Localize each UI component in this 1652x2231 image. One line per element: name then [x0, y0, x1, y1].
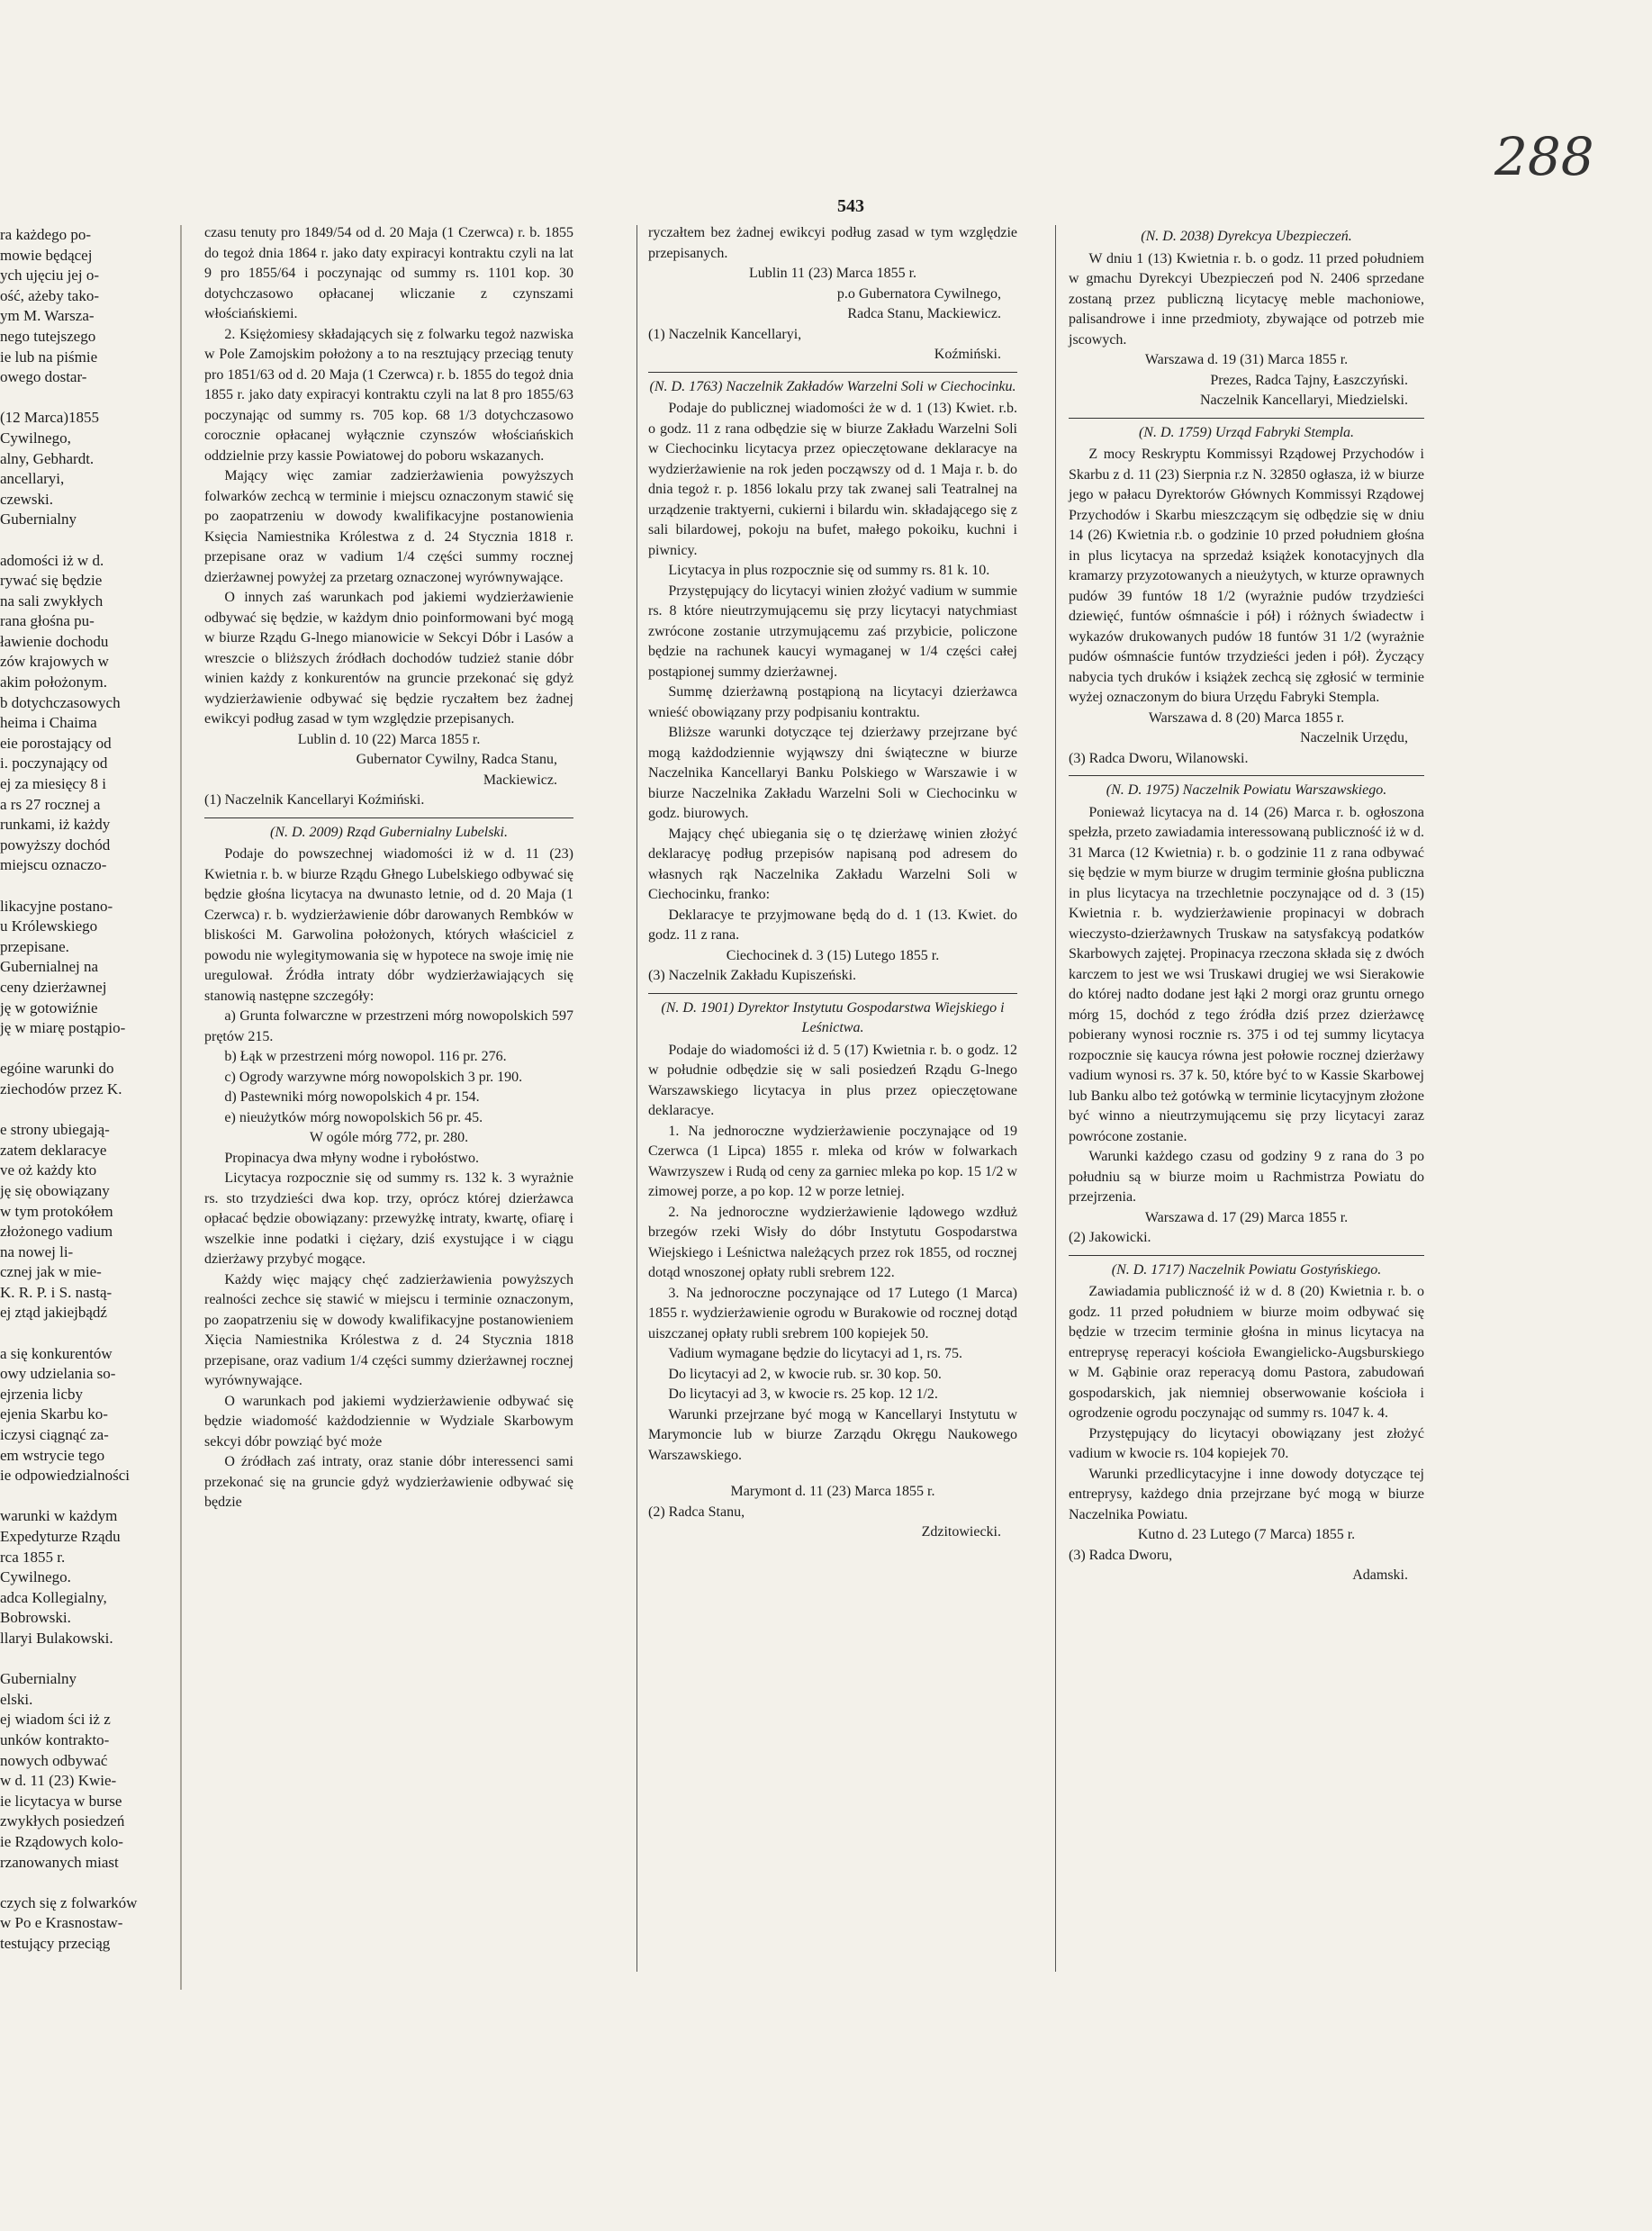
prev-page-line: unków kontrakto- — [0, 1730, 110, 1748]
paragraph: d) Pastewniki mórg nowopolskich 4 pr. 154. — [224, 1089, 480, 1105]
prev-page-line: iczysi ciągnąć za- — [0, 1426, 109, 1444]
prev-page-line: Gubernialnej na — [0, 958, 99, 976]
notice-divider — [1069, 418, 1424, 419]
prev-page-line: ra każdego po- — [0, 226, 92, 243]
prev-page-line: warunki w każdym — [0, 1507, 118, 1525]
notice-divider — [204, 817, 573, 818]
prev-page-line: heima i Chaima — [0, 714, 97, 732]
paragraph: Deklaracye te przyjmowane będą do d. 1 (13. Kwiet. do godz. 11 z rana. — [648, 907, 1017, 943]
prev-page-line: zów krajowych w — [0, 653, 109, 671]
signature: Adamski. — [1352, 1567, 1408, 1583]
prev-page-line: llaryi Bulakowski. — [0, 1629, 113, 1647]
notice-date: Warszawa d. 8 (20) Marca 1855 r. — [1148, 709, 1345, 726]
prev-page-line: Expedyturze Rządu — [0, 1528, 121, 1545]
paragraph: czasu tenuty pro 1849/54 od d. 20 Maja (1 Czerwca) r. b. 1855 do tegoż dnia 1864 r. jako daty expiracyi kontraktu czyli na lat 9 pro 1855/64 i poczynając od summy rs. 1101 kop. 30 dotychczasowo opłacanej wliczanie z czynszami włościańskiemi. — [204, 225, 573, 321]
paragraph: O warunkach pod jakiemi wydzierżawienie odbywać się będzie wiadomość każdodziennie w Wydziale Skarbowym sekcyi dóbr powziąć być może — [204, 1393, 573, 1450]
prev-page-line — [0, 1873, 180, 1893]
prev-page-line: nego tutejszego — [0, 327, 96, 345]
prev-page-line: Gubernialny — [0, 510, 77, 528]
signature: (2) Radca Stanu, — [648, 1504, 745, 1520]
paragraph: W ogóle mórg 772, pr. 280. — [309, 1130, 469, 1145]
signature: (2) Jakowicki. — [1069, 1230, 1151, 1245]
paragraph: 2. Księżomiesy składających się z folwarku tegoż nazwiska w Pole Zamojskim położony a to na resztujący przeciąg tenuty pro 1851/63 od d. 20 Maja (1 Czerwca) r. b. 1855 do tegoż dnia 1855 r. jako daty expiracyi kontraktu czyli na lat 8 pro 1855/63 poczynając od summy rs. 705 kop. 68 1/3 dotychczasowo corocznie opłacanej wyłącznie czynszów włościańskich oddzielnie przy kassie Powiatowej do poboru wskazanych. — [204, 326, 573, 464]
prev-page-line: owego dostar- — [0, 368, 87, 386]
signature: Mackiewicz. — [483, 772, 557, 788]
paragraph: Mający chęć ubiegania się o tę dzierżawę winien złożyć deklaracyę podług przepisów napisaną pod adresem do własnych rąk Naczelnika Zakładu Warzelni Soli w Ciechocinku, franko: — [648, 826, 1017, 902]
paragraph: a) Grunta folwarczne w przestrzeni mórg nowopolskich 597 prętów 215. — [204, 1008, 573, 1044]
prev-page-line: ej wiadom ści iż z — [0, 1711, 111, 1729]
notice-warzelnia-soli — [648, 377, 1017, 987]
prev-page-line: runkami, iż każdy — [0, 816, 111, 834]
prev-page-line: rca 1855 r. — [0, 1548, 66, 1566]
column-2 — [648, 223, 1017, 1543]
prev-page-line: ie licytacya w burse — [0, 1792, 122, 1810]
notice-heading: (N. D. 1975) Naczelnik Powiatu Warszawskiego. — [1106, 782, 1387, 798]
signature: (3) Radca Dworu, — [1069, 1547, 1173, 1563]
prev-page-line: ceny dzierżawnej — [0, 978, 107, 996]
prev-page-line: ość, ażeby tako- — [0, 286, 99, 304]
prev-page-line: zatem deklaracye — [0, 1141, 107, 1159]
notice-dyrekcya-ubezpieczen — [1069, 227, 1424, 411]
prev-page-line: ej ztąd jakiejbądź — [0, 1304, 107, 1322]
prev-page-line: mowie będącej — [0, 246, 93, 264]
prev-page-line: nowych odbywać — [0, 1751, 108, 1769]
prev-page-line: K. R. P. i S. nastą- — [0, 1283, 113, 1301]
paragraph: Przystępujący do licytacyi obowiązany jest złożyć vadium w kwocie rs. 104 kopiejek 70. — [1069, 1425, 1424, 1461]
prev-page-line: w d. 11 (23) Kwie- — [0, 1772, 117, 1790]
column-1 — [204, 223, 573, 1513]
paragraph: Propinacya dwa młyny wodne i rybołóstwo. — [224, 1150, 480, 1166]
paragraph: Warunki każdego czasu od godziny 9 z rana do 3 po południu są w biurze moim u Rachmistrza Powiatu do przejrzenia. — [1069, 1149, 1424, 1205]
prev-page-line: Cywilnego. — [0, 1568, 71, 1586]
paragraph: ryczałtem bez żadnej ewikcyi podług zasad w tym względzie przepisanych. — [648, 225, 1017, 261]
signature: Radca Stanu, Mackiewicz. — [847, 306, 1001, 321]
prev-page-line: i. poczynający od — [0, 754, 108, 772]
paragraph: Podaje do powszechnej wiadomości iż w d. 11 (23) Kwietnia r. b. w biurze Rządu Głnego Lubelskiego odbywać się będzie głośna licytacya na dwunasto letnie, od d. 20 Maja (1 Czerwca) r. b. wydzierżawienie dóbr darowanych Rembków w bliskości M. Garwolina położonych, których właściciel z powodu nie wylegitymowania się w hypotece na swoje imię nie uregulował. Źródła intraty dóbr wydzierżawiających się stanowią następne szczegóły: — [204, 846, 573, 1004]
paragraph: Podaje do wiadomości iż d. 5 (17) Kwietnia r. b. o godz. 12 w południe odbędzie się w sali posiedzeń Rządu G-lnego Warszawskiego licytacya in plus przez opieczętowane deklaracye. — [648, 1042, 1017, 1118]
prev-page-line: na nowej li- — [0, 1242, 74, 1260]
prev-page-line: Gubernialny — [0, 1670, 77, 1688]
prev-page-line: rana głośna pu- — [0, 612, 95, 630]
notice-date: Ciechocinek d. 3 (15) Lutego 1855 r. — [726, 947, 940, 963]
prev-page-line: a rs 27 rocznej a — [0, 795, 101, 813]
previous-page-fragment — [0, 225, 182, 1990]
paragraph: Licytacya in plus rozpocznie się od summy rs. 81 k. 10. — [668, 563, 990, 578]
notice-date: Warszawa d. 17 (29) Marca 1855 r. — [1144, 1209, 1349, 1225]
notice-continued — [648, 223, 1017, 366]
prev-page-line: powyższy dochód — [0, 835, 111, 854]
prev-page-line: eie porostający od — [0, 734, 112, 752]
prev-page-line: Bobrowski. — [0, 1609, 71, 1627]
paragraph: b) Łąk w przestrzeni mórg nowopol. 116 pr. 276. — [224, 1049, 507, 1064]
prev-page-line: em wstrycie tego — [0, 1446, 105, 1464]
prev-page-line: ję w miarę postąpio- — [0, 1019, 126, 1037]
notice-heading: (N. D. 1763) Naczelnik Zakładów Warzelni Soli w Ciechocinku. — [649, 378, 1016, 394]
signature: (3) Naczelnik Zakładu Kupiszeński. — [648, 968, 857, 983]
prev-page-line: adca Kollegialny, — [0, 1588, 107, 1606]
signature: p.o Gubernatora Cywilnego, — [836, 285, 1001, 302]
paragraph: Z mocy Reskryptu Kommissyi Rządowej Przychodów i Skarbu z d. 11 (23) Sierpnia r.z N. 32850 ogłasza, iż w biurze jego w pałacu Dyrektorów Głównych Kommissyi Rządowej Przychodów i Skarbu mieszczącym się odbędzie się w dniu 14 (26) Kwietnia r.b. o godzinie 10 przed południem głośna in plus licytacya na sprzedaż książek konotacyjnych dla kramarzy przyzotowanych a nieużytych, w kturze oprawnych pudów 39 funtów 18 1/2 (wyrażnie pudów trzydzieści dziewięć, funtów ośmnaście i pół) i różnych świadectw i wykazów drukowanych pudów 18 funtów 31 1/2 (wyrażnie pudów ośmnaście funtów trzydzieści jeden i pół). Życzący nabycia tych druków i książek zechcą się zgłosić w terminie wyżej oznaczonym do biura Urzędu Fabryki Stempla. — [1069, 447, 1424, 705]
notice-date: Kutno d. 23 Lutego (7 Marca) 1855 r. — [1137, 1527, 1356, 1542]
prev-page-line: (12 Marca)1855 — [0, 409, 99, 427]
prev-page-line: zwykłych posiedzeń — [0, 1812, 125, 1830]
prev-page-line — [0, 1649, 180, 1670]
notice-urzad-fabryki-stempla — [1069, 423, 1424, 770]
column-3 — [1069, 223, 1424, 1586]
prev-page-line — [0, 388, 180, 409]
paragraph: Licytacya rozpocznie się od summy rs. 132 k. 3 wyrażnie rs. sto trzydzieści dwa kop. trzy, oprócz której dzierżawca opłacać będzie obowiązany: przewyżkę intraty, kwartę, ofiarę i wszelkie inne podatki i ciężary, dziś exystujące i w ciągu dzierżawy przybyć mogące. — [204, 1170, 573, 1267]
paragraph: 1. Na jednoroczne wydzierżawienie poczynające od 19 Czerwca (1 Lipca) 1855 r. mleka od krów w folwarkach Wawrzyszew i Rudą od ceny za garniec mleka po kop. 15 1/2 w zimowej porze, a po kop. 12 w porze letniej. — [648, 1123, 1017, 1199]
prev-page-line: testujący przeciąg — [0, 1934, 111, 1952]
prev-page-line: miejscu oznaczo- — [0, 856, 107, 874]
notice-heading: (N. D. 1717) Naczelnik Powiatu Gostyńskiego. — [1111, 1261, 1382, 1278]
column-rule — [1055, 225, 1056, 1972]
paragraph: W dniu 1 (13) Kwietnia r. b. o godz. 11 przed południem w gmachu Dyrekcyi Ubezpieczeń pod N. 2406 sprzedane zostaną przez publiczną licytacyę meble machoniowe, palisandrowe i inne przedmioty, zbywające od potrzeb mie jscowych. — [1069, 250, 1424, 348]
paragraph: Każdy więc mający chęć zadzierżawienia powyższych realności zechce się stawić w miejscu i terminie oznaczonym, po zaopatrzeniu się w dowody kwalifikacyjne postanowieniem Xięcia Namiestnika Królestwa z d. 24 Stycznia 1818 przepisane, oraz vadium 1/4 części summy dzierżawnej rocznej wyrównywające. — [204, 1271, 573, 1388]
signature: (1) Naczelnik Kancellaryi Koźmiński. — [204, 792, 425, 808]
signature: (1) Naczelnik Kancellaryi, — [648, 326, 802, 342]
prev-page-line: elski. — [0, 1690, 33, 1708]
notice-heading: (N. D. 1759) Urząd Fabryki Stempla. — [1138, 424, 1355, 440]
prev-page-line: owy udzielania so- — [0, 1365, 116, 1383]
paragraph: Ponieważ licytacya na d. 14 (26) Marca r. b. ogłoszona spełzła, przeto zawiadamia interessowaną publiczność iż w d. 31 Marca (12 Kwietnia) r. b. o godzinie 11 z rana odbywać się będzie w mym biurze w drugim terminie głośna publiczna in plus licytacya na trzechletnie poczynające od d. 3 (15) Kwietnia r. b. wydzierżawienie propinacyi w dobrach wieczysto-dzierżawnych Truskaw na satysfakcyą podatków Skarbowych zajętej. Propinacya rzeczona składa się z dwóch karczem to jest we wsi Truskawi drugiej we wsi Sierakowie do której nadto dodane jest łąki 2 morgi oraz gruntu ornego mórg 15, dochód z tego źródła dziś przez dzierżawcę pobierany wynosi rocznie rs. 375 i od tej summy licytacya rozpocznie się kaucya równa jest połowie rocznej dzierżawy vadium wynosi rs. 37 k. 50, które być to w Kassie Skarbowej lub Banku albo też gotówką w terminie licytacyjnym złożone być winno a nieutrzymującemu się przy licytacyi zaraz powrócone zostanie. — [1069, 804, 1424, 1144]
paragraph: Warunki przedlicytacyjne i inne dowody dotyczące tej entreprysy, każdego dnia przejrzane być mogą w biurze Naczelnika Powiatu. — [1069, 1466, 1424, 1522]
paragraph: e) nieużytków mórg nowopolskich 56 pr. 45. — [224, 1109, 483, 1125]
prev-page-line: ejrzenia licby — [0, 1385, 84, 1403]
notice-heading: (N. D. 2009) Rząd Gubernialny Lubelski. — [270, 824, 508, 840]
prev-page-line: Cywilnego, — [0, 429, 71, 447]
paragraph: c) Ogrody warzywne mórg nowopolskich 3 pr. 190. — [224, 1069, 523, 1085]
prev-page-line: ej za miesięcy 8 i — [0, 775, 107, 793]
paragraph: 3. Na jednoroczne poczynające od 17 Lutego (1 Marca) 1855 r. wydzierżawienie ogrodu w Burakowie od rocznej dotąd uiszczanej opłaty rubli srebrem 100 kopiejek 50. — [648, 1285, 1017, 1341]
notice-continued — [204, 223, 573, 811]
paragraph: Bliższe warunki dotyczące tej dzierżawy przejrzane być mogą każdodziennie wyjąwszy dni świąteczne w biurze Naczelnika Kancellaryi Banku Polskiego w Warszawie i w biurze Naczelnika Zakładu Warzelni Soli w Ciechocinku w godz. biurowych. — [648, 725, 1017, 821]
prev-page-line: b dotychczasowych — [0, 693, 121, 711]
prev-page-line: u Królewskiego — [0, 917, 98, 935]
paragraph: 2. Na jednoroczne wydzierżawienie lądowego wzdłuż brzegów rzeki Wisły do dóbr Instytutu Gospodarstwa Wiejskiego i Leśnictwa należących przez rok 1855, od rocznej dotąd wnoszonej opłaty rubli srebrem 122. — [648, 1204, 1017, 1280]
paragraph: O źródłach zaś intraty, oraz stanie dóbr interessenci sami przekonać się na gruncie gdyż wydzierżawienie odbywać się będzie — [204, 1454, 573, 1510]
notice-divider — [1069, 1255, 1424, 1256]
paragraph: Mający więc zamiar zadzierżawienia powyższych folwarków zechcą w terminie i miejscu oznaczonym stawić się po zaopatrzeniu w dowody kwalifikacyjne postanowienia Księcia Namiestnika Królestwa z d. 24 Stycznia 1818 r. przepisane oraz w vadium 1/4 części summy rocznej dzierżawnej powyżej za przetarg oznaczonej wyrównywające. — [204, 468, 573, 585]
paragraph: Do licytacyi ad 2, w kwocie rub. sr. 30 kop. 50. — [668, 1366, 942, 1382]
notice-date: Marymont d. 11 (23) Marca 1855 r. — [730, 1484, 935, 1499]
notice-divider — [648, 993, 1017, 994]
notice-date: Lublin 11 (23) Marca 1855 r. — [748, 266, 917, 281]
prev-page-line: rzanowanych miast — [0, 1853, 119, 1871]
prev-page-line: rywać się będzie — [0, 572, 103, 590]
signature: Naczelnik Urzędu, — [1300, 730, 1408, 745]
prev-page-line: czych się z folwarków — [0, 1893, 138, 1911]
prev-page-line: alny, Gebhardt. — [0, 449, 95, 467]
paragraph: Do licytacyi ad 3, w kwocie rs. 25 kop. 12 1/2. — [668, 1386, 938, 1402]
notice-heading: (N. D. 2038) Dyrekcya Ubezpieczeń. — [1141, 229, 1352, 244]
prev-page-line: akim położonym. — [0, 673, 107, 691]
prev-page-line: ławienie dochodu — [0, 632, 109, 650]
prev-page-line: ie lub na piśmie — [0, 348, 98, 366]
notice-rzad-gubernialny-lubelski — [204, 823, 573, 1513]
prev-page-line: ych ujęciu jej o- — [0, 266, 99, 285]
prev-page-line: likacyjne postano- — [0, 897, 113, 915]
notice-date: Warszawa d. 19 (31) Marca 1855 r. — [1144, 352, 1349, 367]
prev-page-line: ie Rządowych kolo- — [0, 1832, 123, 1850]
paragraph: Warunki przejrzane być mogą w Kancellaryi Instytutu w Marymoncie lub w biurze Zarządu Okręgu Naukowego Warszawskiego. — [648, 1406, 1017, 1463]
prev-page-line: ve oż każdy kto — [0, 1161, 97, 1179]
prev-page-line: złożonego vadium — [0, 1223, 113, 1241]
prev-page-line — [0, 530, 180, 551]
paragraph: Zawiadamia publiczność iż w d. 8 (20) Kwietnia r. b. o godz. 11 przed południem w biurze moim odbywać się będzie w trzecim terminie głośna in minus licytacya na entreprysę reperacyi kościoła Ewangielicko-Augsburskiego w M. Gąbinie oraz reperacyą domu Pastora, zabudowań gospodarskich, jak niemniej obserwowanie kościoła i ogrodzenie ogrodu poczynając od summy rs. 1047 k. 4. — [1069, 1284, 1424, 1421]
prev-page-line — [0, 1486, 180, 1507]
signature: Prezes, Radca Tajny, Łaszczyński. — [1210, 372, 1408, 388]
prev-page-line: ejenia Skarbu ko- — [0, 1405, 108, 1423]
prev-page-line: ym M. Warsza- — [0, 307, 95, 325]
prev-page-line: przepisane. — [0, 937, 69, 955]
prev-page-line — [0, 876, 180, 897]
signature: Koźmiński. — [934, 347, 1001, 362]
paragraph: Przystępujący do licytacyi winien złożyć vadium w summie rs. 8 które nieutrzymującemu się przy licytacyi natychmiast zwrócone zostanie utrzymującemu zaś przybicie, policzone będzie na rachunek kaucyi wymaganej w 1/4 części całej postąpionej summy dzierżawnej. — [648, 583, 1017, 680]
column-rule — [636, 225, 637, 1972]
paragraph: Vadium wymagane będzie do licytacyi ad 1, rs. 75. — [668, 1346, 962, 1361]
signature: (3) Radca Dworu, Wilanowski. — [1069, 750, 1249, 766]
notice-naczelnik-powiatu-gostynskiego — [1069, 1260, 1424, 1586]
prev-page-line: a się konkurentów — [0, 1344, 113, 1362]
prev-page-line: ję w gotowiźnie — [0, 998, 98, 1016]
prev-page-line: egóine warunki do — [0, 1060, 114, 1078]
prev-page-line — [0, 1039, 180, 1060]
prev-page-line: adomości iż w d. — [0, 551, 104, 569]
prev-page-line: ancellaryi, — [0, 470, 65, 488]
prev-page-line: w tym protokółem — [0, 1202, 113, 1220]
prev-page-line: ję się obowiązany — [0, 1181, 110, 1199]
prev-page-line: na sali zwykłych — [0, 592, 104, 610]
notice-instytut-gospodarstwa — [648, 998, 1017, 1543]
prev-page-line: ie odpowiedzialności — [0, 1467, 130, 1485]
prev-page-line: e strony ubiegają- — [0, 1121, 110, 1139]
notice-divider — [648, 372, 1017, 373]
folio-number: 288 — [1494, 126, 1594, 187]
paragraph: Podaje do publicznej wiadomości że w d. 1 (13) Kwiet. r.b. o godz. 11 z rana odbędzie się w biurze Zakładu Warzelni Soli w Ciechocinku licytacya przez opieczętowane deklaracye na wydzierżawienie na rok jeden począwszy od d. 1 Maja r. b. do dnia tegoż r. p. 1856 lokalu przy tak zwanej sali Teatralnej na urządzenie traktyerni, cukierni i bilardu win. składającego się z sali bilardowej, pokoju na bufet, małego pokoiku, kuchni i piwnicy. — [648, 401, 1017, 558]
paragraph: Summę dzierżawną postąpioną na licytacyi dzierżawca wnieść obowiązany przy podpisaniu kontraktu. — [648, 684, 1017, 720]
signature: Zdzitowiecki. — [921, 1524, 1001, 1540]
page-number: 543 — [837, 196, 864, 216]
prev-page-line — [0, 1323, 180, 1344]
notice-divider — [1069, 775, 1424, 776]
notice-date: Lublin d. 10 (22) Marca 1855 r. — [297, 731, 481, 747]
signature: Gubernator Cywilny, Radca Stanu, — [356, 752, 557, 767]
prev-page-line: w Po e Krasnostaw- — [0, 1914, 123, 1932]
prev-page-line — [0, 1100, 180, 1121]
signature: Naczelnik Kancellaryi, Miedzielski. — [1199, 393, 1408, 408]
notice-heading: (N. D. 1901) Dyrektor Instytutu Gospodarstwa Wiejskiego i Leśnictwa. — [661, 999, 1005, 1035]
prev-page-line: czewski. — [0, 490, 54, 508]
notice-naczelnik-powiatu-warszawskiego — [1069, 781, 1424, 1249]
prev-page-line: ziechodów przez K. — [0, 1079, 122, 1097]
paragraph: O innych zaś warunkach pod jakiemi wydzierżawienie odbywać się będzie, w każdym dnio poinformowani być mogą w biurze Rządu G-lnego mianowicie w Sekcyi Dóbr i Lasów a wreszcie o bliższych źródłach dochodów tudzież stanie dóbr winien każdy z konkurentów na gruncie przekonać się gdyż wydzierżawienie odbywać się będzie ryczałtem bez żadnej ewikcyi podług zasad w tym względzie przepisanych. — [204, 590, 573, 727]
prev-page-line: cznej jak w mie- — [0, 1263, 102, 1281]
